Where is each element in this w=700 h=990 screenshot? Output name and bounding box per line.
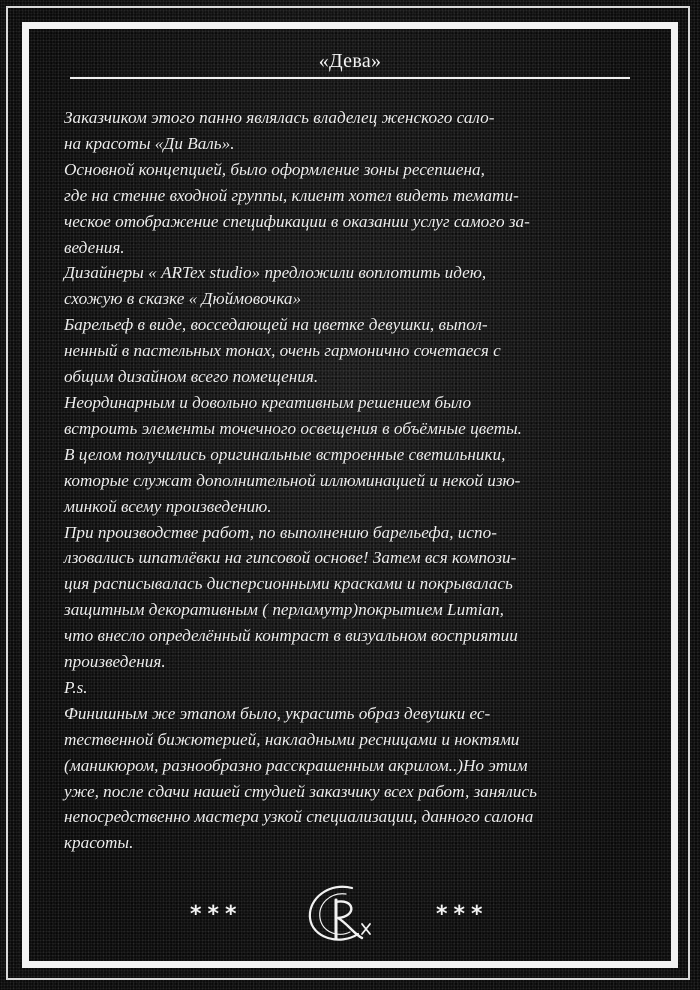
text-line: ческое отображение спецификации в оказании услуг самого за-: [64, 211, 530, 231]
text-line: непосредственно мастера узкой специализации, данного салона: [64, 807, 534, 827]
text-line: встроить элементы точечного освещения в объёмные цветы.: [64, 418, 522, 438]
text-line: которые служат дополнительной иллюминацией и некой изю-: [64, 470, 521, 490]
text-line: на красоты «Ди Валь».: [64, 133, 235, 153]
text-line: ведения.: [64, 237, 125, 257]
text-line: Финишным же этапом было, украсить образ девушки ес-: [64, 703, 491, 723]
text-line: минкой всему произведению.: [64, 496, 272, 516]
ARTex-monogram-logo-icon: [300, 880, 390, 950]
text-line: ция расписывалась дисперсионными красками и покрывалась: [64, 574, 513, 594]
text-line: Заказчиком этого панно являлась владелец женского сало-: [64, 108, 495, 127]
right-stars-ornament: ***: [436, 902, 489, 927]
text-line: ненный в пастельных тонах, очень гармонично сочетаеся с: [64, 341, 501, 361]
document-title: «Дева»: [318, 50, 382, 72]
body-text-block: [64, 105, 654, 856]
text-line: общим дизайном всего помещения.: [64, 367, 319, 387]
text-line: Барельеф в виде, восседающей на цветке девушки, выпол-: [64, 315, 488, 335]
text-line: тественной бижютерией, накладными ресницами и ноктями: [64, 729, 520, 749]
text-line: что внесло определённый контраст в визуальном восприятии: [64, 626, 518, 646]
text-line: В целом получились оригинальные встроенные светильники,: [64, 444, 506, 464]
text-line: лзовались шпатлёвки на гипсовой основе! Затем вся компози-: [64, 548, 517, 568]
text-line: P.s.: [64, 677, 88, 697]
text-line: схожую в сказке « Дюймовочка»: [64, 289, 302, 309]
text-line: где на стенне входной группы, клиент хотел видеть темати-: [64, 185, 519, 205]
text-line: защитным декоративным ( перламутр)покрытием Lumian,: [64, 600, 504, 620]
text-line: красоты.: [64, 833, 134, 853]
footer: [0, 872, 700, 962]
text-line: уже, после сдачи нашей студией заказчику всех работ, занялись: [64, 781, 537, 801]
text-line: При производстве работ, по выполнению барельефа, испо-: [64, 522, 497, 542]
text-line: произведения.: [64, 652, 166, 672]
text-line: (маникюром, разнообразно расскрашенным акрилом..)Но этим: [64, 755, 528, 775]
text-line: Основной концепцией, было оформление зоны ресепшена,: [64, 159, 485, 179]
text-line: Неординарным и довольно креативным решением было: [64, 392, 472, 412]
text-line: Дизайнеры « ARTex studio» предложили воплотить идею,: [64, 263, 487, 283]
left-stars-ornament: ***: [190, 902, 243, 927]
title-underline-rule: [70, 77, 630, 79]
